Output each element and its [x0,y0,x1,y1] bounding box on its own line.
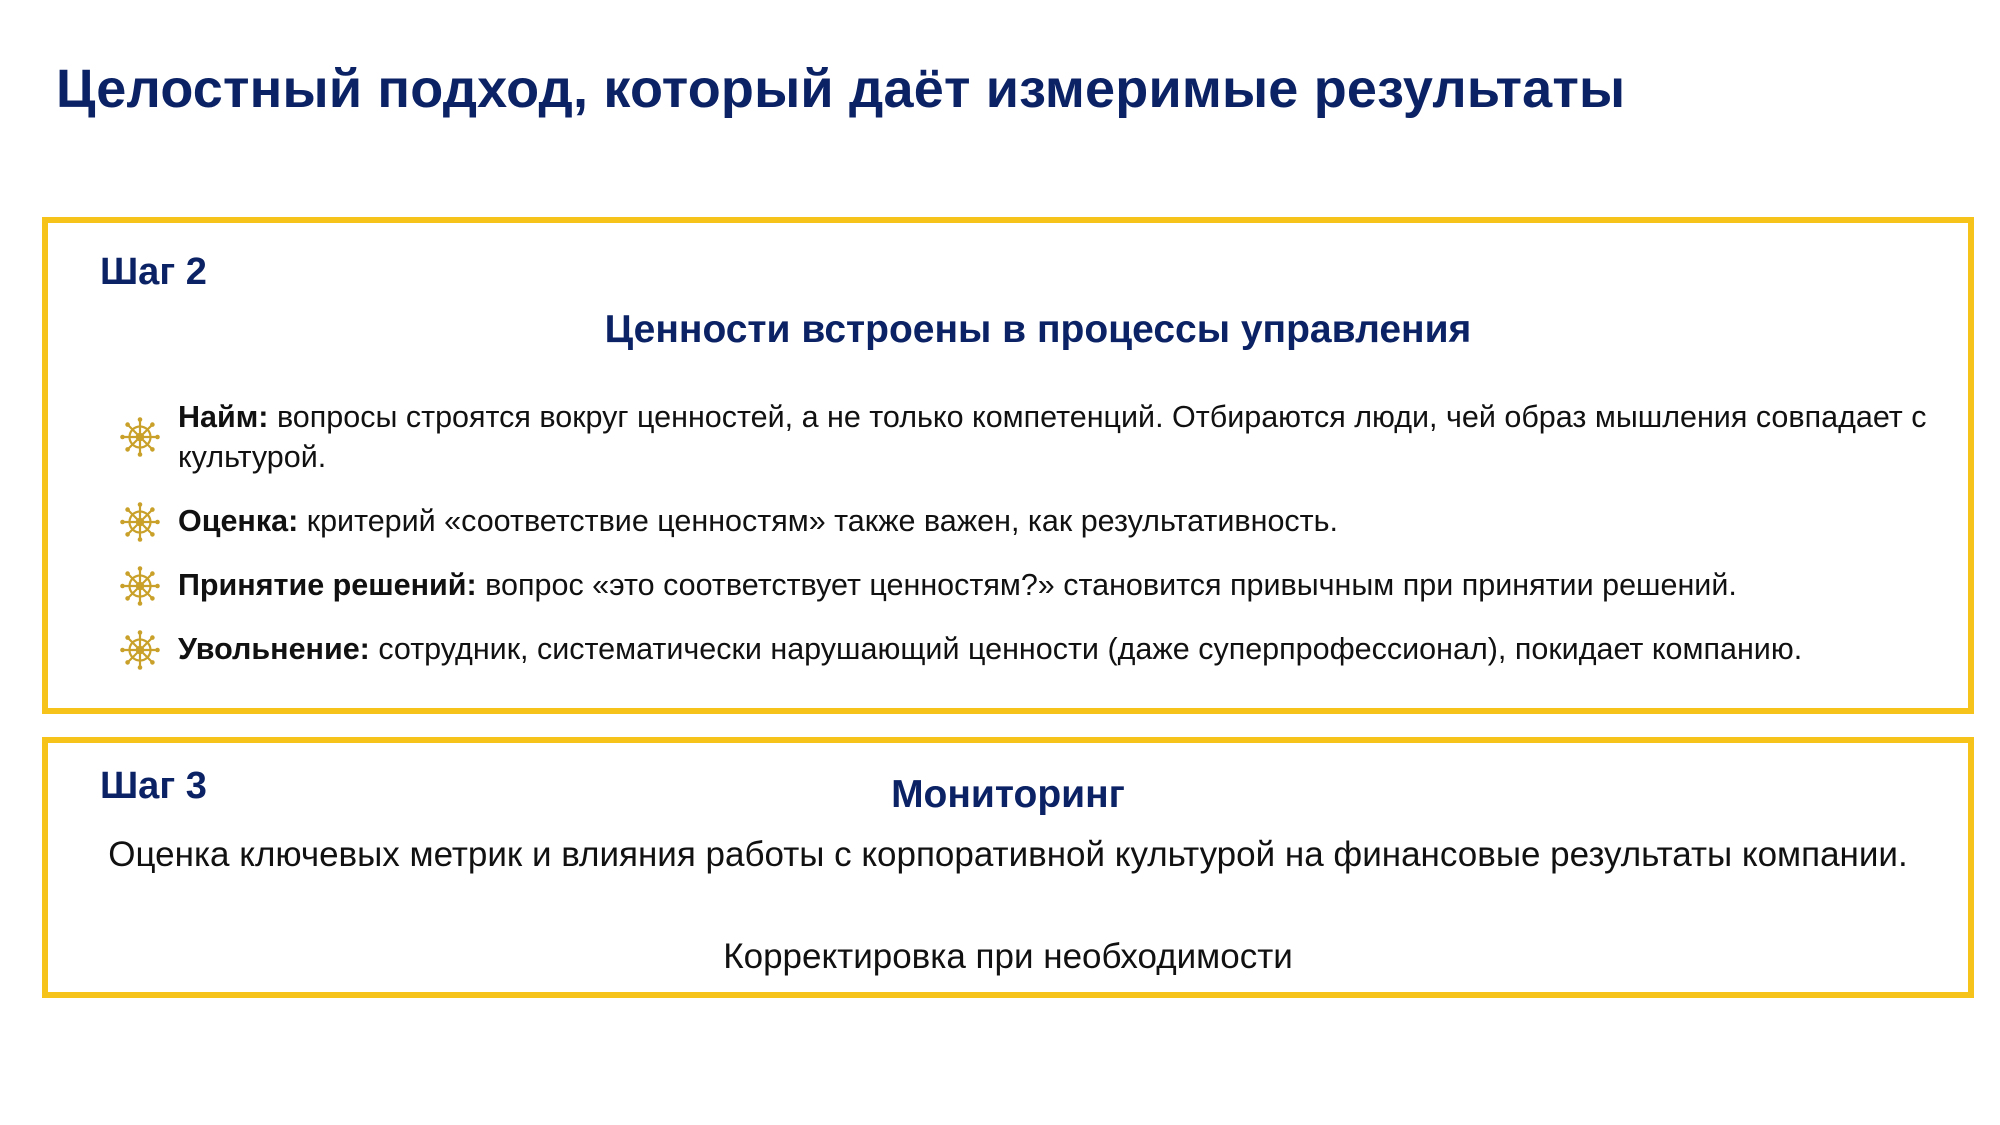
step-3-box [42,737,1974,998]
bullet-decisions [120,565,1938,605]
dharma-wheel-icon [120,566,160,606]
bullet-text: критерий «соответствие ценностям» также важен, как результативность. [298,504,1339,538]
bullet-hiring [120,397,1938,477]
slide-title: Целостный подход, который даёт измеримые результаты [56,59,1626,119]
dharma-wheel-icon [120,502,160,542]
dharma-wheel-icon [120,630,160,670]
step-2-heading: Ценности встроены в процессы управления [604,308,1472,351]
bullet-term: Найм: [178,400,269,434]
bullet-text: вопросы строятся вокруг ценностей, а не только компетенций. Отбираются люди, чей образ мышления совпадает с культурой. [178,400,1927,474]
step-3-heading: Мониторинг [891,773,1125,816]
dharma-wheel-icon [120,417,160,457]
bullet-term: Оценка: [178,504,299,538]
bullet-text: сотрудник, систематически нарушающий ценности (даже суперпрофессионал), покидает компанию. [369,632,1803,666]
step-2-label: Шаг 2 [100,251,207,293]
bullet-assessment [120,501,1938,541]
step-2-box [42,217,1974,714]
monitoring-description: Оценка ключевых метрик и влияния работы с корпоративной культурой на финансовые результаты компании. [108,835,1908,874]
bullet-text: вопрос «это соответствует ценностям?» становится привычным при принятии решений. [476,568,1737,602]
step-2-bullet-list [120,397,1938,693]
bullet-term: Увольнение: [178,632,370,666]
monitoring-adjustment: Корректировка при необходимости [723,937,1293,976]
bullet-term: Принятие решений: [178,568,477,602]
step-3-label: Шаг 3 [100,765,207,807]
bullet-dismissal [120,629,1938,669]
